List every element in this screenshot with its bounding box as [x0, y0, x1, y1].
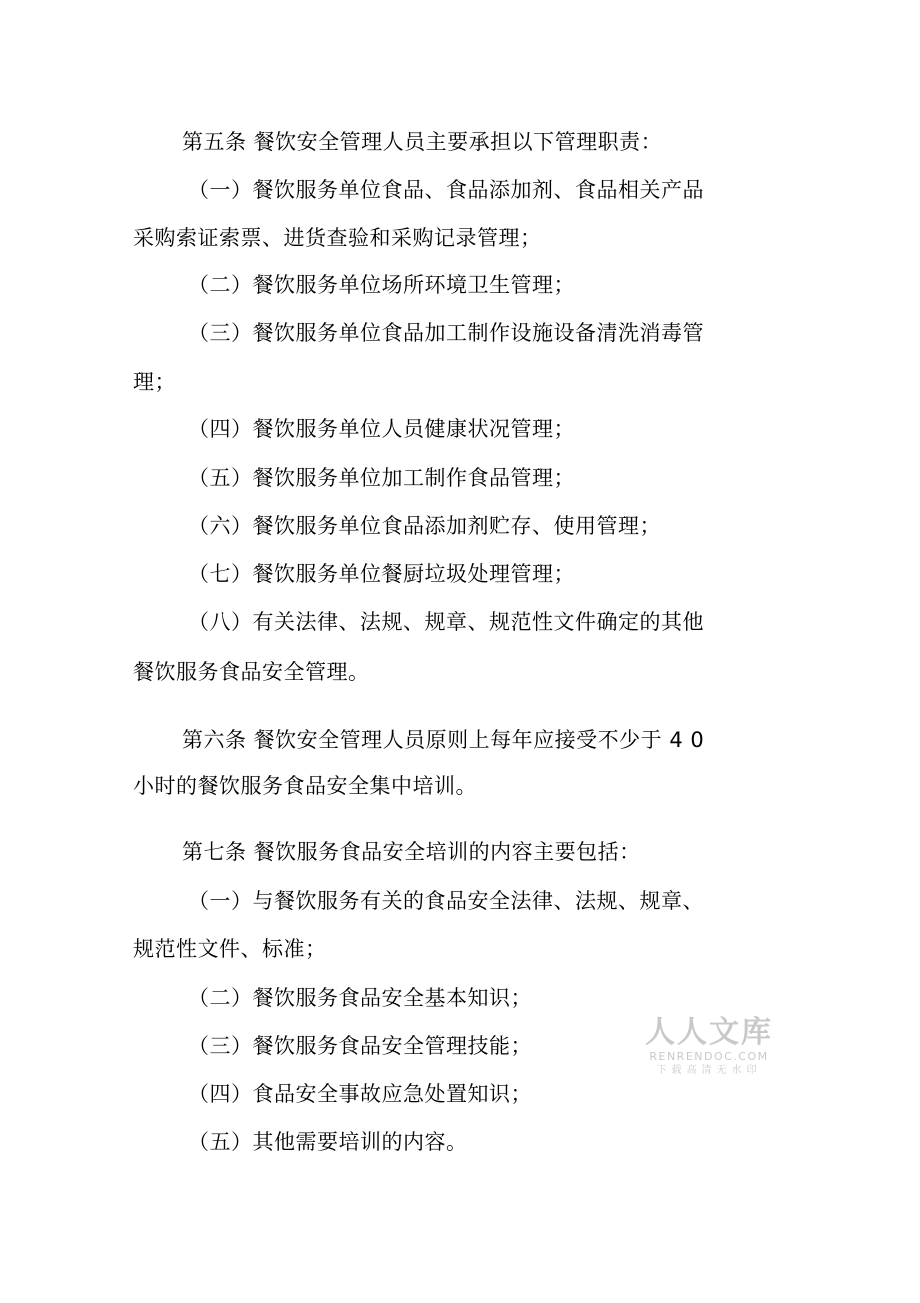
article-5-heading: 第五条 餐饮安全管理人员主要承担以下管理职责： — [182, 130, 663, 154]
article-5-item-6: （六）餐饮服务单位食品添加剂贮存、使用管理； — [188, 514, 661, 538]
article-5-item-3: （三）餐饮服务单位食品加工制作设施设备清洗消毒管 — [188, 321, 704, 345]
article-5-item-5: （五）餐饮服务单位加工制作食品管理； — [188, 466, 575, 490]
article-5-item-1: （一）餐饮服务单位食品、食品添加剂、食品相关产品 — [188, 178, 704, 202]
watermark-tagline: 下载高清无水印 — [656, 1065, 762, 1076]
renrendoc-watermark — [644, 1016, 774, 1078]
article-6-text-cont: 小时的餐饮服务食品安全集中培训。 — [133, 774, 477, 798]
article-5-item-8: （八）有关法律、法规、规章、规范性文件确定的其他 — [188, 610, 704, 634]
watermark-title: 人人文库 — [645, 1015, 773, 1050]
article-7-item-2: （二）餐饮服务食品安全基本知识； — [188, 986, 532, 1010]
article-6-text: 第六条 餐饮安全管理人员原则上每年应接受不少于 4 0 — [182, 728, 705, 752]
article-5-item-8-cont: 餐饮服务食品安全管理。 — [133, 660, 370, 684]
article-7-heading: 第七条 餐饮服务食品安全培训的内容主要包括： — [182, 840, 641, 864]
article-7-item-1: （一）与餐饮服务有关的食品安全法律、法规、规章、 — [188, 889, 704, 913]
article-5-item-2: （二）餐饮服务单位场所环境卫生管理； — [188, 273, 575, 297]
article-5-item-4: （四）餐饮服务单位人员健康状况管理； — [188, 417, 575, 441]
watermark-domain: RENRENDOC.COM — [649, 1050, 769, 1063]
article-5-item-7: （七）餐饮服务单位餐厨垃圾处理管理； — [188, 562, 575, 586]
article-7-item-1-cont: 规范性文件、标准； — [133, 937, 327, 961]
article-7-item-4: （四）食品安全事故应急处置知识； — [188, 1082, 532, 1106]
article-5-item-1-cont: 采购索证索票、进货查验和采购记录管理； — [133, 226, 542, 250]
article-7-item-5: （五）其他需要培训的内容。 — [188, 1130, 468, 1154]
article-5-item-3-cont: 理； — [133, 370, 176, 394]
article-7-item-3: （三）餐饮服务食品安全管理技能； — [188, 1034, 532, 1058]
